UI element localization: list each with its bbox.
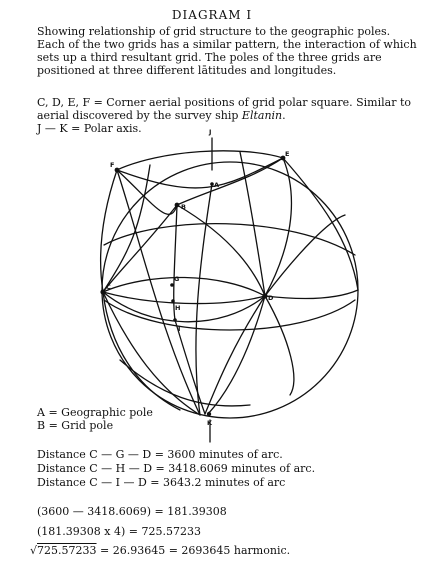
meridian-b-d <box>177 205 265 296</box>
distance-c-h-d: Distance C — H — D = 3418.6069 minutes of arc. <box>37 462 316 475</box>
node-b <box>175 203 180 208</box>
node-f <box>115 168 120 173</box>
label-h: H <box>175 304 181 312</box>
legend-item-grid-pole: B = Grid pole <box>37 419 114 432</box>
label-i: I <box>178 325 181 333</box>
meridian-b-c <box>103 205 180 292</box>
arc-f-a-e <box>117 158 283 188</box>
corner-note-end: . <box>282 109 286 122</box>
meridian-f-south <box>117 170 200 415</box>
sqrt-result: = 26.93645 = 2693645 harmonic. <box>96 544 291 557</box>
corner-note-text: C, D, E, F = Corner aerial positions of grid polar square. Similar to aerial discovered by the survey ship <box>37 96 411 122</box>
calc-product: (181.39308 x 4) = 725.57233 <box>37 525 201 538</box>
sqrt-radicand: 725.57233 <box>37 544 97 557</box>
diagram-title: DIAGRAM I <box>171 8 253 22</box>
label-c: C <box>106 283 111 291</box>
label-j: J <box>209 128 212 136</box>
label-a: A <box>214 181 220 189</box>
node-k <box>207 412 211 416</box>
node-i <box>173 318 177 322</box>
calc-square-root <box>30 544 290 557</box>
arc-c-h-d <box>103 292 265 304</box>
arc-c-i-d <box>103 292 265 322</box>
node-g <box>170 283 174 287</box>
legend <box>37 406 153 432</box>
ship-name: Eltanin <box>241 109 283 122</box>
intro-paragraph: Showing relationship of grid structure to the geographic poles. Each of the two grids has a similar pattern, the interaction of which sets up a third resultant grid. The poles of the three grids are positioned at three different lātitudes and longitudes. <box>37 25 417 77</box>
label-k: K <box>207 419 213 427</box>
node-d <box>262 293 267 298</box>
meridian-e-east <box>283 158 358 290</box>
meridian-c-north <box>103 165 150 292</box>
label-b: B <box>181 203 186 211</box>
arc-d-east <box>265 290 358 298</box>
distance-c-g-d: Distance C — G — D = 3600 minutes of arc. <box>37 448 283 461</box>
meridian-d-southeast <box>265 296 294 395</box>
node-c <box>100 289 105 294</box>
label-d: D <box>268 294 274 302</box>
node-h <box>171 299 175 303</box>
label-e: E <box>285 150 290 158</box>
meridian-d-northeast <box>265 215 345 296</box>
label-f: F <box>110 161 115 169</box>
distance-c-i-d: Distance C — I — D = 3643.2 minutes of arc <box>37 476 286 489</box>
legend-item-geographic-pole: A = Geographic pole <box>37 406 153 419</box>
equator-c-g-d <box>103 277 265 296</box>
label-g: G <box>174 275 180 283</box>
sqrt-symbol: √ <box>30 544 38 557</box>
calc-difference: (3600 — 3418.6069) = 181.39308 <box>37 505 227 518</box>
polar-axis-note: J — K = Polar axis. <box>37 122 142 135</box>
distance-list <box>37 448 315 490</box>
meridian-d-south <box>208 296 265 414</box>
square-top-edge <box>117 151 283 170</box>
